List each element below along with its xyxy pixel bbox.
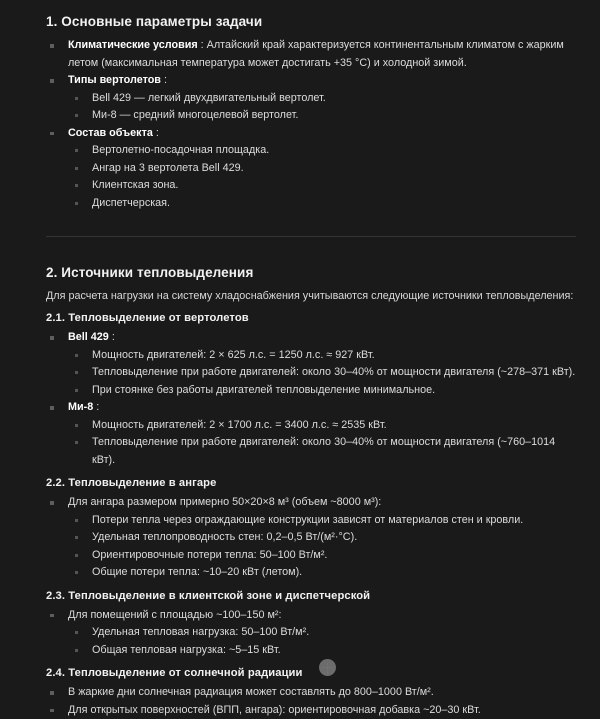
bullet-icon — [50, 406, 54, 410]
item-text: Диспетчерская. — [92, 197, 170, 209]
list-item — [68, 364, 576, 382]
spacer — [46, 659, 576, 667]
item-text: Ангар на 3 вертолета Bell 429. — [92, 162, 244, 174]
list-item — [68, 160, 576, 178]
nested-list — [68, 347, 576, 400]
bullet-icon — [50, 79, 54, 83]
bullet-icon — [50, 132, 54, 136]
list-item — [68, 347, 576, 365]
bullet-icon — [75, 97, 78, 100]
bullet-icon — [75, 631, 78, 634]
bullet-icon — [50, 691, 54, 695]
bullet-icon — [75, 389, 78, 392]
section-2 — [0, 265, 600, 719]
bullet-icon — [75, 554, 78, 557]
item-label: Состав объекта — [68, 127, 153, 139]
spacer — [46, 469, 576, 477]
item-text: Алтайский край характеризуется континентальным климатом с жарким летом (максимальная температура может достигать +35 °C) и холодной зимой. — [68, 39, 564, 69]
bullet-icon — [75, 371, 78, 374]
list-item — [68, 624, 576, 642]
item-text: Потери тепла через ограждающие конструкции зависят от материалов стен и кровли. — [92, 514, 523, 526]
spacer — [46, 582, 576, 590]
item-text: Удельная теплопроводность стен: 0,2–0,5 Вт/(м²·°C). — [92, 531, 357, 543]
item-text: Для открытых поверхностей (ВПП, ангара): ориентировочная добавка ~20–30 кВт. — [68, 704, 481, 716]
item-label: Ми-8 — [68, 401, 93, 413]
bullet-icon — [75, 167, 78, 170]
bullet-icon — [75, 519, 78, 522]
section-2-intro: Для расчета нагрузки на систему хладоснабжения учитываются следующие источники тепловыделения: — [46, 288, 576, 304]
item-text: Ми-8 — средний многоцелевой вертолет. — [92, 109, 298, 121]
bullet-icon — [75, 184, 78, 187]
item-text: Клиентская зона. — [92, 179, 178, 191]
bullet-icon — [75, 571, 78, 574]
list-item — [68, 90, 576, 108]
list-item — [46, 37, 576, 72]
list-item — [68, 142, 576, 160]
subsection-2-2-list — [46, 494, 576, 582]
bullet-icon — [50, 44, 54, 48]
item-separator: : — [161, 74, 167, 86]
subsection-2-4-title: 2.4. Тепловыделение от солнечной радиации — [46, 667, 576, 679]
bullet-icon — [75, 202, 78, 205]
list-item — [68, 434, 576, 469]
item-separator: : — [93, 401, 99, 413]
bullet-icon — [75, 441, 78, 444]
subsection-2-2-title: 2.2. Тепловыделение в ангаре — [46, 477, 576, 489]
list-item — [68, 382, 576, 400]
list-item — [46, 125, 576, 213]
list-item — [68, 642, 576, 660]
bullet-icon — [50, 614, 54, 618]
item-text: Для ангара размером примерно 50×20×8 м³ (объем ~8000 м³): — [68, 496, 381, 508]
subsection-2-3-title: 2.3. Тепловыделение в клиентской зоне и диспетчерской — [46, 590, 576, 602]
list-item — [68, 547, 576, 565]
item-text: Вертолетно-посадочная площадка. — [92, 144, 269, 156]
spacer — [46, 304, 576, 312]
item-text: Общая тепловая нагрузка: ~5–15 кВт. — [92, 644, 281, 656]
nested-list — [68, 624, 576, 659]
item-text: Тепловыделение при работе двигателей: около 30–40% от мощности двигателя (~278–371 кВт). — [92, 366, 575, 378]
spacer — [46, 29, 576, 37]
item-separator: : — [198, 39, 207, 51]
nested-list — [68, 417, 576, 470]
list-item — [46, 607, 576, 660]
item-text: Общие потери тепла: ~10–20 кВт (летом). — [92, 566, 302, 578]
bullet-icon — [50, 501, 54, 505]
spacer — [0, 237, 600, 265]
bullet-icon — [75, 424, 78, 427]
list-item — [46, 329, 576, 399]
list-item — [68, 529, 576, 547]
item-text: Мощность двигателей: 2 × 625 л.с. = 1250 л.с. ≈ 927 кВт. — [92, 349, 375, 361]
bullet-icon — [75, 354, 78, 357]
bullet-icon — [50, 336, 54, 340]
subsection-2-1-list — [46, 329, 576, 469]
subsection-2-1-title: 2.1. Тепловыделение от вертолетов — [46, 312, 576, 324]
item-label: Климатические условия — [68, 39, 198, 51]
subsection-2-4-list — [46, 684, 576, 719]
section-1-list — [46, 37, 576, 212]
item-label: Типы вертолетов — [68, 74, 161, 86]
list-item — [46, 399, 576, 469]
spacer — [46, 280, 576, 288]
section-1 — [0, 14, 600, 212]
bullet-icon — [50, 709, 54, 713]
item-separator: : — [109, 331, 115, 343]
list-item — [68, 107, 576, 125]
item-label: Bell 429 — [68, 331, 109, 343]
item-text: Мощность двигателей: 2 × 1700 л.с. = 3400 л.с. ≈ 2535 кВт. — [92, 419, 387, 431]
spacer — [0, 212, 600, 236]
list-item — [68, 564, 576, 582]
list-item — [68, 177, 576, 195]
list-item — [68, 195, 576, 213]
list-item — [68, 417, 576, 435]
list-item — [46, 494, 576, 582]
bullet-icon — [75, 114, 78, 117]
bullet-icon — [75, 536, 78, 539]
item-text: Тепловыделение при работе двигателей: около 30–40% от мощности двигателя (~760–1014 кВт). — [92, 436, 555, 466]
section-1-title: 1. Основные параметры задачи — [46, 14, 576, 29]
item-text: Для помещений с площадью ~100–150 м²: — [68, 609, 281, 621]
item-separator: : — [153, 127, 159, 139]
item-text: Удельная тепловая нагрузка: 50–100 Вт/м². — [92, 626, 309, 638]
list-item — [46, 684, 576, 702]
item-text: Bell 429 — легкий двухдвигательный вертолет. — [92, 92, 326, 104]
nested-list — [68, 512, 576, 582]
list-item — [68, 512, 576, 530]
item-text: В жаркие дни солнечная радиация может составлять до 800–1000 Вт/м². — [68, 686, 434, 698]
list-item — [46, 702, 576, 719]
section-2-title: 2. Источники тепловыделения — [46, 265, 576, 280]
list-item — [46, 72, 576, 125]
nested-list — [68, 90, 576, 125]
bullet-icon — [75, 649, 78, 652]
nested-list — [68, 142, 576, 212]
item-text: При стоянке без работы двигателей тепловыделение минимальное. — [92, 384, 435, 396]
bullet-icon — [75, 149, 78, 152]
top-spacer — [0, 0, 600, 14]
subsection-2-3-list — [46, 607, 576, 660]
item-text: Ориентировочные потери тепла: 50–100 Вт/м². — [92, 549, 327, 561]
